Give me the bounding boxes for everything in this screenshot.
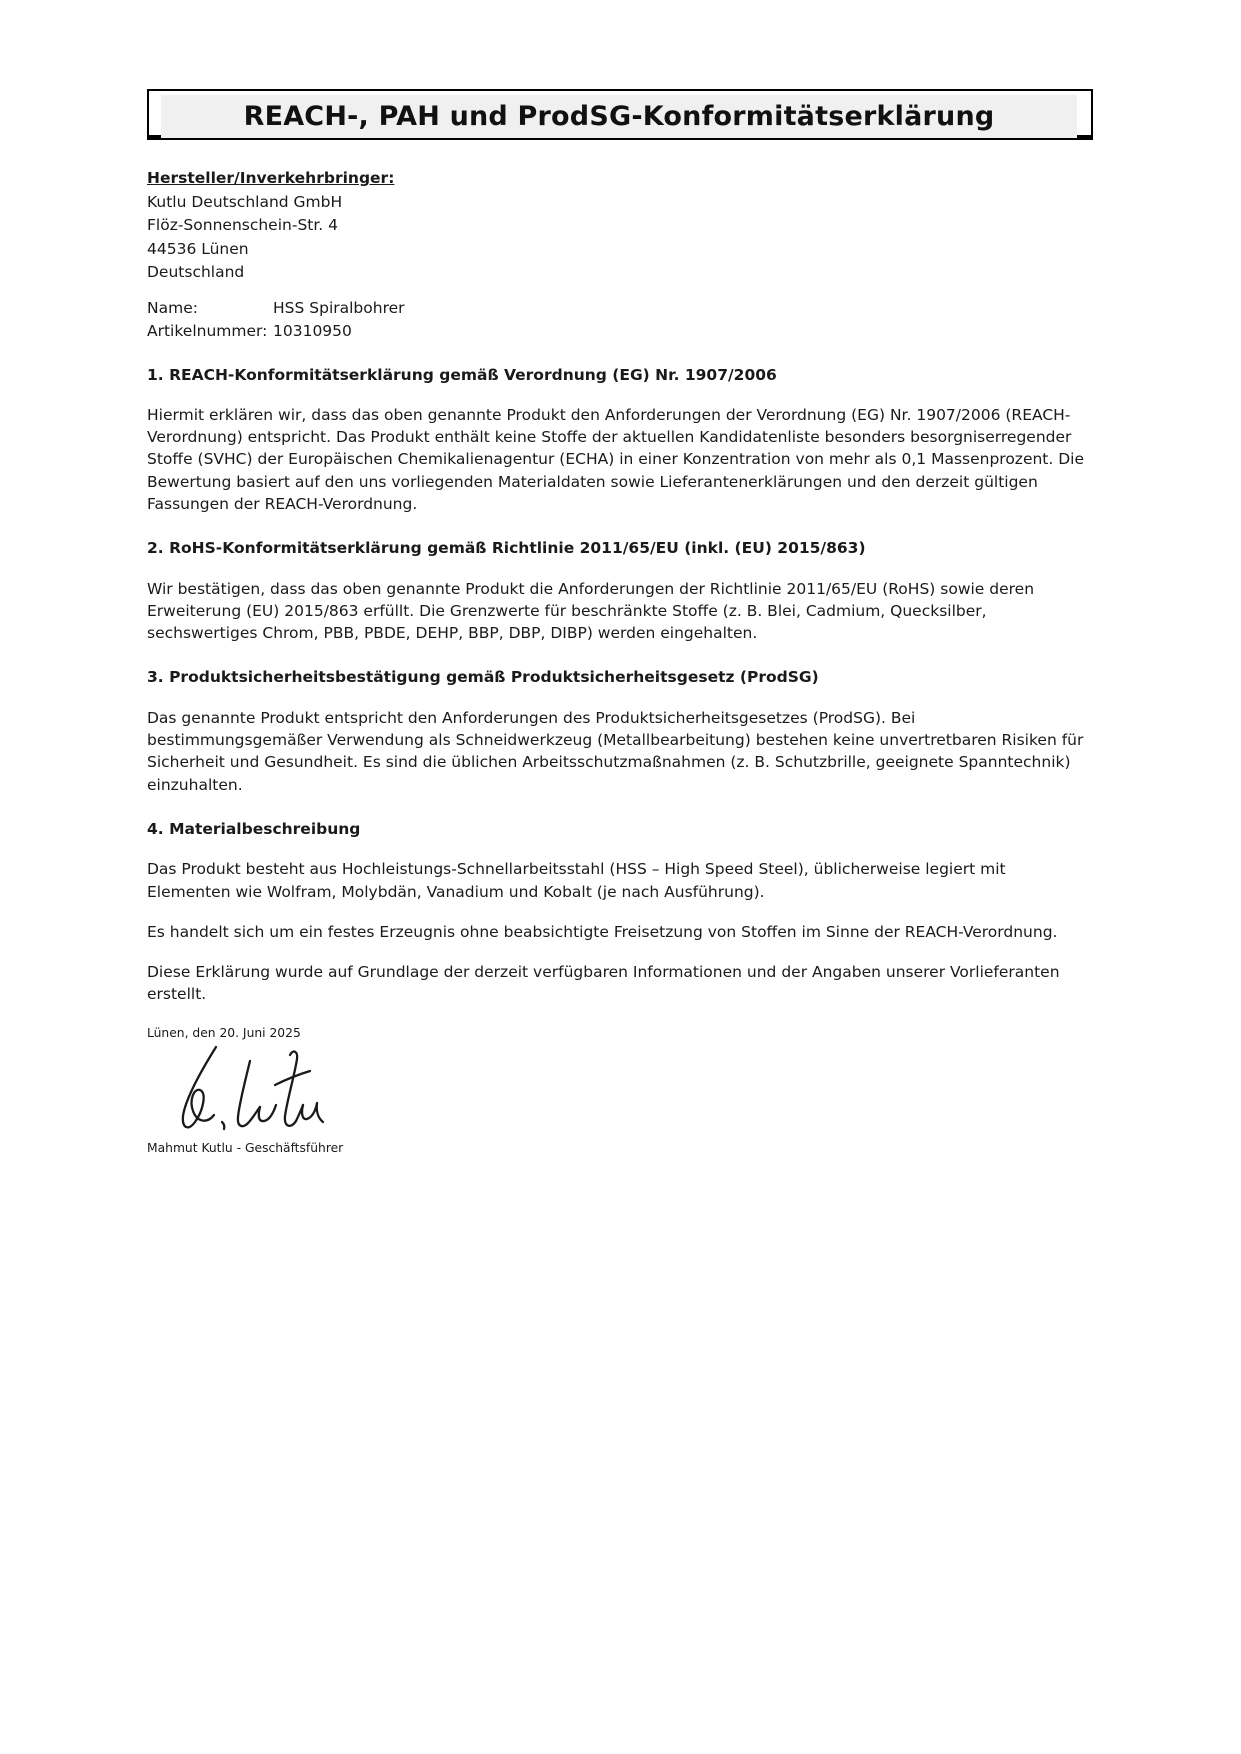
signature-block <box>147 1025 1093 1157</box>
page-title: REACH-, PAH und ProdSG-Konformitätserklärung <box>161 95 1077 138</box>
signature-place-date: Lünen, den 20. Juni 2025 <box>147 1025 301 1040</box>
section-material-paragraph-3: Diese Erklärung wurde auf Grundlage der derzeit verfügbaren Informationen und der Angaben unserer Vorlieferanten erstellt. <box>147 963 1060 1004</box>
section-rohs <box>147 537 1093 644</box>
product-name-label: Name: <box>147 298 198 317</box>
manufacturer-company: Kutlu Deutschland GmbH <box>147 192 343 211</box>
declaration-sections <box>147 364 1093 1006</box>
handwritten-signature-icon <box>171 1044 333 1132</box>
product-article-row <box>147 320 1093 344</box>
section-prodsg-paragraph: Das genannte Produkt entspricht den Anforderungen des Produktsicherheitsgesetzes (ProdSG). Bei bestimmungsgemäßer Verwendung als Schneidwerkzeug (Metallbearbeitung) bestehen keine unvertretbaren Risiken für Sicherheit und Gesundheit. Es sind die üblichen Arbeitsschutzmaßnahmen (z. B. Schutzbrille, geeignete Spanntechnik) einzuhalten. <box>147 708 1084 794</box>
section-reach-heading: 1. REACH-Konformitätserklärung gemäß Verordnung (EG) Nr. 1907/2006 <box>147 365 777 384</box>
section-reach-paragraph: Hiermit erklären wir, dass das oben genannte Produkt den Anforderungen der Verordnung (EG) Nr. 1907/2006 (REACH-Verordnung) entspricht. Das Produkt enthält keine Stoffe der aktuellen Kandidatenliste besonders besorgniserregender Stoffe (SVHC) der Europäischen Chemikalienagentur (ECHA) in einer Konzentration von mehr als 0,1 Massenprozent. Die Bewertung basiert auf den uns vorliegenden Materialdaten sowie Lieferantenerklärungen und den derzeit gültigen Fassungen der REACH-Verordnung. <box>147 405 1085 513</box>
manufacturer-block <box>147 167 1093 285</box>
product-name-value: HSS Spiralbohrer <box>273 298 405 317</box>
signature-signer: Mahmut Kutlu - Geschäftsführer <box>147 1140 344 1155</box>
manufacturer-city: 44536 Lünen <box>147 239 249 258</box>
section-rohs-heading: 2. RoHS-Konformitätserklärung gemäß Richtlinie 2011/65/EU (inkl. (EU) 2015/863) <box>147 539 866 558</box>
title-box <box>147 89 1093 140</box>
section-material-paragraph-1: Das Produkt besteht aus Hochleistungs-Schnellarbeitsstahl (HSS – High Speed Steel), üblicherweise legiert mit Elementen wie Wolfram, Molybdän, Vanadium und Kobalt (je nach Ausführung). <box>147 860 1006 901</box>
section-material <box>147 818 1093 1006</box>
section-reach <box>147 364 1093 516</box>
product-block <box>147 297 1093 344</box>
section-rohs-paragraph: Wir bestätigen, dass das oben genannte Produkt die Anforderungen der Richtlinie 2011/65/EU (RoHS) sowie deren Erweiterung (EU) 2015/863 erfüllt. Die Grenzwerte für beschränkte Stoffe (z. B. Blei, Cadmium, Quecksilber, sechswertiges Chrom, PBB, PBDE, DEHP, BBP, DBP, DIBP) werden eingehalten. <box>147 579 1035 643</box>
product-article-label: Artikelnummer: <box>147 322 268 340</box>
section-material-heading: 4. Materialbeschreibung <box>147 819 361 838</box>
manufacturer-street: Flöz-Sonnenschein-Str. 4 <box>147 216 339 234</box>
product-article-value: 10310950 <box>273 322 352 340</box>
section-prodsg <box>147 666 1093 795</box>
section-material-paragraph-2: Es handelt sich um ein festes Erzeugnis ohne beabsichtigte Freisetzung von Stoffen im Sinne der REACH-Verordnung. <box>147 922 1058 941</box>
section-prodsg-heading: 3. Produktsicherheitsbestätigung gemäß Produktsicherheitsgesetz (ProdSG) <box>147 668 819 687</box>
manufacturer-country: Deutschland <box>147 263 245 281</box>
manufacturer-heading: Hersteller/Inverkehrbringer: <box>147 169 395 187</box>
product-name-row <box>147 297 1093 321</box>
document-content <box>147 89 1093 1157</box>
